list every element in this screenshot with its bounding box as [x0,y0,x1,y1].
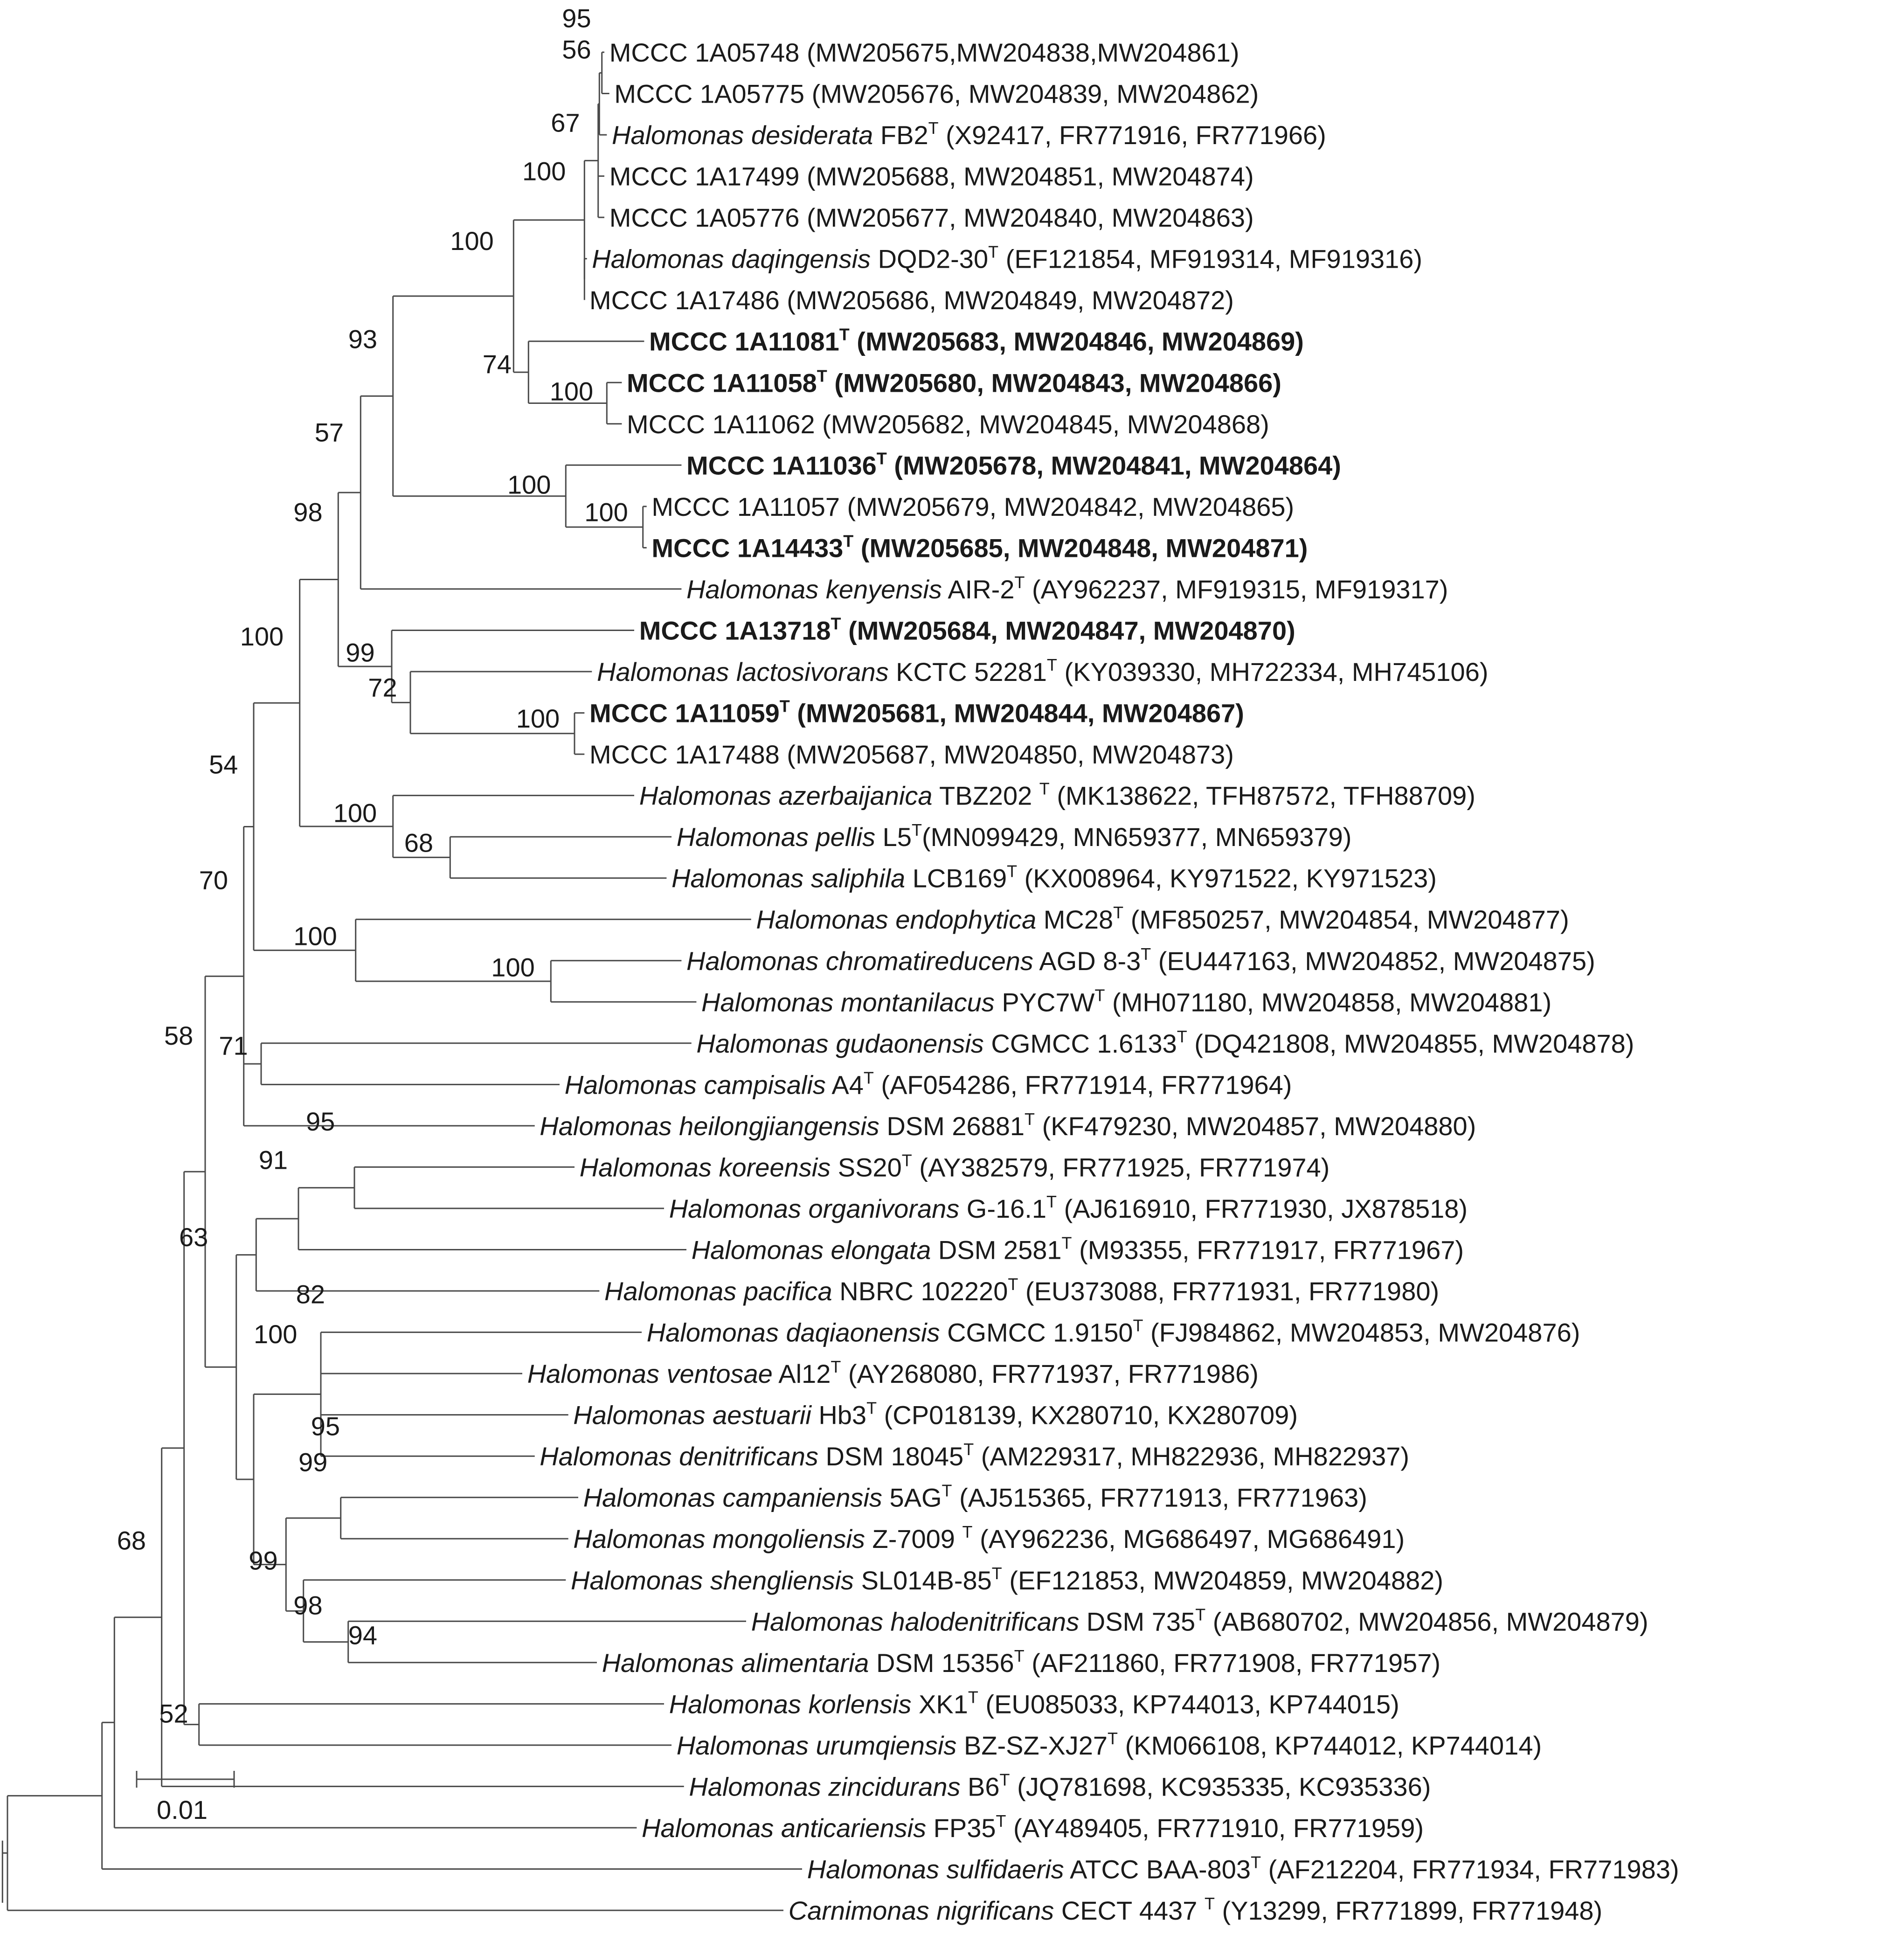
accession-numbers: (CP018139, KX280710, KX280709) [877,1400,1298,1430]
type-strain-mark: T [1046,655,1057,674]
taxon-genus: Halomonas urumqiensis [676,1730,957,1760]
taxon-label [571,1564,1443,1595]
accession-numbers: (MW205676, MW204839, MW204862) [804,79,1259,109]
taxon-strain: FP35 [926,1813,996,1843]
type-strain-mark: T [1113,903,1124,923]
accession-numbers: (EU085033, KP744013, KP744015) [978,1689,1399,1719]
taxon-label [597,655,1488,687]
taxon-label [580,1151,1330,1182]
taxon-strain: DSM 2581 [931,1235,1062,1265]
taxon-genus: Halomonas campaniensis [583,1483,882,1512]
type-strain-mark: T [1014,572,1025,592]
accession-numbers: (MW205684, MW204847, MW204870) [841,616,1295,645]
taxon-genus: Halomonas endophytica [756,905,1037,935]
taxon-label [689,1770,1431,1801]
taxon-label [639,614,1295,645]
bootstrap-value: 100 [507,470,551,499]
accession-numbers: (MW205677, MW204840, MW204863) [799,203,1254,233]
taxon-genus: Halomonas montanilacus [701,987,995,1017]
accession-numbers: (JQ781698, KC935335, KC935336) [1010,1772,1431,1802]
type-strain-mark: T [866,1398,877,1418]
taxon-label [589,697,1244,728]
type-strain-mark: T [942,1481,952,1500]
bootstrap-value: 100 [333,798,377,828]
taxon-strain: Z-7009 [865,1524,962,1554]
type-strain-mark: T [831,1357,841,1377]
taxon-genus: Halomonas halodenitrificans [751,1607,1080,1637]
accession-numbers: (KF479230, MW204857, MW204880) [1035,1111,1476,1141]
taxon-label [614,79,1259,109]
taxon-label [589,740,1234,769]
bootstrap-value: 67 [551,108,580,138]
bootstrap-value: 95 [306,1107,335,1136]
taxon-label [627,409,1269,439]
type-strain-mark: T [1094,985,1105,1005]
accession-numbers: (KY039330, MH722334, MH745106) [1057,657,1489,687]
bootstrap-value: 100 [491,952,535,982]
taxon-label [789,1894,1602,1925]
bootstrap-value: 52 [159,1699,188,1728]
taxon-strain: AIR-2 [942,574,1015,604]
taxon-genus: Halomonas kenyensis [686,574,942,604]
type-strain-mark: T [1108,1728,1118,1748]
accession-numbers: (MW205678, MW204841, MW204864) [886,451,1341,480]
bootstrap-value: 63 [179,1222,208,1252]
accession-numbers: (MH071180, MW204858, MW204881) [1105,987,1552,1017]
taxon-genus: Halomonas organivorans [669,1194,960,1223]
accession-numbers: (AY962236, MG686497, MG686491) [972,1524,1405,1554]
taxon-label [540,1440,1409,1471]
taxon-genus: Halomonas anticariensis [642,1813,927,1843]
taxon-strain: SL014B-85 [854,1565,992,1595]
taxon-genus: Halomonas denitrificans [540,1442,818,1471]
accession-numbers: (MW205683, MW204846, MW204869) [849,326,1304,356]
accession-numbers: (MW205687, MW204850, MW204873) [779,740,1234,770]
bootstrap-value: 99 [298,1447,328,1477]
taxon-label [612,118,1326,150]
taxon-genus: Halomonas alimentaria [602,1648,869,1678]
accession-numbers: (AJ515365, FR771913, FR771963) [952,1483,1367,1512]
taxon-genus: Halomonas pellis [676,822,876,852]
taxon-strain: L5 [875,822,912,852]
taxon-label [609,162,1254,191]
type-strain-mark: T [963,1440,974,1459]
taxon-label [686,944,1595,976]
accession-numbers: (DQ421808, MW204855, MW204878) [1187,1028,1634,1058]
taxon-strain: MCCC 1A17499 [609,161,800,191]
taxon-label [527,1357,1259,1388]
taxon-strain: XK1 [911,1689,968,1719]
bootstrap-value: 100 [549,376,594,406]
taxon-label [756,903,1569,934]
bootstrap-value: 56 [562,35,591,64]
accession-numbers: (MF850257, MW204854, MW204877) [1123,905,1569,935]
type-strain-mark: T [1039,779,1050,798]
taxon-genus: Halomonas ventosae [527,1359,773,1389]
type-strain-mark: T [999,1770,1010,1790]
bootstrap-value: 100 [254,1319,298,1349]
taxon-label [696,1027,1634,1058]
taxon-strain: MCCC 1A05775 [614,79,805,109]
taxon-genus: Halomonas saliphila [672,863,906,893]
taxon-label [642,1811,1424,1843]
taxon-strain: A4 [825,1070,864,1100]
taxon-strain: B6 [960,1772,1000,1802]
bootstrap-value: 68 [117,1526,146,1555]
taxon-label [692,1234,1464,1265]
taxon-strain: CECT 4437 [1054,1896,1205,1926]
type-strain-mark: T [1061,1233,1072,1253]
taxon-label [669,1192,1468,1223]
taxon-label [669,1687,1399,1719]
taxon-label [573,1522,1405,1554]
bootstrap-value: 99 [249,1546,278,1575]
type-strain-mark: T [843,531,854,551]
taxon-label [592,243,1422,274]
type-strain-mark: T [817,366,827,386]
taxon-strain: MCCC 1A11036 [686,451,877,480]
bootstrap-value: 68 [404,828,433,858]
taxon-label [701,985,1551,1017]
type-strain-mark: T [1195,1605,1206,1624]
taxon-strain: Al12 [772,1359,831,1389]
taxon-label [609,38,1239,67]
type-strain-mark: T [1141,944,1151,964]
type-strain-mark: T [876,449,887,468]
taxon-strain: DSM 15356 [869,1648,1014,1678]
taxon-label [573,1399,1298,1430]
taxon-genus: Halomonas chromatireducens [686,946,1033,976]
taxon-label [609,203,1254,232]
type-strain-mark: T [1025,1109,1035,1129]
taxon-genus: Halomonas desiderata [612,120,873,150]
accession-numbers: (AF054286, FR771914, FR771964) [873,1070,1292,1100]
taxon-strain: 5AG [882,1483,942,1512]
taxon-genus: Carnimonas nigrificans [788,1896,1054,1926]
bootstrap-value: 100 [584,497,628,527]
taxon-genus: Halomonas pacifica [604,1276,832,1306]
taxon-label [677,820,1352,852]
taxon-strain: CGMCC 1.6133 [983,1028,1177,1058]
accession-numbers: (AY382579, FR771925, FR771974) [912,1152,1330,1182]
taxon-label [604,1275,1439,1306]
bootstrap-value: 58 [164,1021,194,1050]
type-strain-mark: T [901,1151,912,1170]
type-strain-mark: T [962,1522,973,1542]
taxon-genus: Halomonas daqingensis [592,244,871,274]
accession-numbers: (MK138622, TFH87572, TFH88709) [1049,781,1475,811]
type-strain-mark: T [863,1068,874,1088]
bootstrap-value: 95 [562,3,591,33]
taxon-label [639,779,1475,811]
accession-numbers: (MW205680, MW204843, MW204866) [827,368,1281,398]
bootstrap-value: 74 [482,349,512,379]
type-strain-mark: T [968,1687,978,1707]
taxon-strain: BZ-SZ-XJ27 [956,1730,1108,1760]
accession-numbers: (EF121853, MW204859, MW204882) [1002,1565,1444,1595]
taxon-genus: Halomonas daqiaonensis [646,1318,940,1347]
taxon-genus: Halomonas lactosivorans [597,657,889,687]
type-strain-mark: T [839,325,850,344]
bootstrap-value: 98 [293,1590,323,1620]
taxon-strain: MCCC 1A14433 [651,533,844,563]
type-strain-mark: T [831,614,841,633]
taxon-genus: Halomonas sulfidaeris [807,1854,1064,1884]
bootstrap-value: 100 [450,226,494,256]
taxon-label [589,285,1234,315]
accession-numbers: (EU373088, FR771931, FR771980) [1018,1276,1440,1306]
taxon-strain: MCCC 1A11058 [627,368,817,398]
type-strain-mark: T [1046,1192,1057,1211]
taxon-strain: ATCC BAA-803 [1064,1854,1251,1884]
accession-numbers: (MN099429, MN659377, MN659379) [921,822,1352,852]
taxon-label [677,1729,1542,1760]
bootstrap-value: 82 [296,1279,325,1309]
bootstrap-value: 95 [311,1411,340,1441]
taxon-strain: MCCC 1A11081 [649,326,839,356]
bootstrap-value: 70 [199,865,228,895]
taxon-strain: MCCC 1A17486 [589,285,780,315]
accession-numbers: (MW205675,MW204838,MW204861) [799,38,1239,67]
taxon-strain: MCCC 1A11057 [651,492,840,521]
accession-numbers: (MW205686, MW204849, MW204872) [779,285,1234,315]
accession-numbers: (AM229317, MH822936, MH822937) [974,1442,1410,1471]
taxon-strain: MC28 [1036,905,1114,935]
taxon-strain: MCCC 1A05776 [609,203,800,233]
type-strain-mark: T [1008,1275,1018,1294]
taxon-genus: Halomonas aestuarii [573,1400,811,1430]
taxon-strain: AGD 8-3 [1033,946,1141,976]
accession-numbers: (AB680702, MW204856, MW204879) [1205,1607,1648,1637]
taxon-genus: Halomonas zincidurans [689,1772,961,1802]
taxon-genus: Halomonas campisalis [564,1070,826,1100]
accession-numbers: (AY962237, MF919315, MF919317) [1025,574,1448,604]
taxon-strain: MCCC 1A17488 [589,740,780,770]
taxon-genus: Halomonas heilongjiangensis [540,1111,879,1141]
accession-numbers: (EF121854, MF919314, MF919316) [998,244,1423,274]
bootstrap-value: 71 [219,1031,248,1061]
accession-numbers: (EU447163, MW204852, MW204875) [1151,946,1595,976]
taxon-strain: FB2 [873,120,928,150]
taxon-label [686,449,1341,480]
taxon-label [540,1110,1476,1141]
taxon-strain: DSM 18045 [818,1442,964,1471]
taxon-strain: KCTC 52281 [888,657,1047,687]
taxon-genus: Halomonas mongoliensis [573,1524,865,1554]
bootstrap-value: 54 [209,749,238,779]
accession-numbers: (MW205679, MW204842, MW204865) [839,492,1295,521]
scale-bar [137,1771,234,1824]
taxon-strain: MCCC 1A13718 [639,616,831,645]
taxon-label [565,1068,1292,1099]
taxon-genus: Halomonas gudaonensis [696,1028,984,1058]
accession-numbers: (AF212204, FR771934, FR771983) [1261,1854,1679,1884]
taxon-label [627,366,1281,397]
taxon-strain: NBRC 102220 [832,1276,1008,1306]
taxon-strain: MCCC 1A11059 [589,698,780,728]
type-strain-mark: T [779,696,790,716]
type-strain-mark: T [1204,1894,1215,1914]
scale-bar-label: 0.01 [157,1795,208,1824]
taxon-strain: DQD2-30 [871,244,989,274]
taxon-strain: DSM 735 [1079,1607,1196,1637]
accession-numbers: (MW205682, MW204845, MW204868) [815,409,1269,439]
type-strain-mark: T [928,118,939,138]
taxon-label [602,1646,1440,1678]
bootstrap-value: 72 [368,673,397,702]
type-strain-mark: T [1007,861,1018,881]
bootstrap-value: 100 [516,704,560,733]
bootstrap-value: 57 [314,417,344,447]
leaf-labels [527,38,1679,1925]
taxon-strain: DSM 26881 [879,1111,1025,1141]
taxon-genus: Halomonas azerbaijanica [639,781,933,811]
taxon-label [686,573,1448,604]
accession-numbers: (MW205681, MW204844, MW204867) [789,698,1244,728]
taxon-label [583,1481,1367,1512]
accession-numbers: (KM066108, KP744012, KP744014) [1118,1730,1542,1760]
accession-numbers: (AF211860, FR771908, FR771957) [1024,1648,1441,1678]
taxon-strain: CGMCC 1.9150 [940,1318,1133,1347]
taxon-label [651,531,1308,562]
type-strain-mark: T [1251,1852,1261,1872]
accession-numbers: (MW205688, MW204851, MW204874) [799,161,1254,191]
accession-numbers: (AY489405, FR771910, FR771959) [1006,1813,1424,1843]
taxon-strain: PYC7W [994,987,1095,1017]
taxon-strain: MCCC 1A05748 [609,38,800,67]
taxon-strain: TBZ202 [932,781,1039,811]
taxon-genus: Halomonas shengliensis [571,1565,854,1595]
taxon-label [651,492,1294,521]
bootstrap-value: 100 [240,622,284,651]
type-strain-mark: T [996,1811,1006,1831]
taxon-label [807,1853,1679,1884]
accession-numbers: (MW205685, MW204848, MW204871) [853,533,1308,563]
bootstrap-value: 91 [258,1145,288,1175]
taxon-genus: Halomonas korlensis [669,1689,912,1719]
type-strain-mark: T [1177,1027,1187,1046]
taxon-genus: Halomonas koreensis [579,1152,831,1182]
bootstrap-value: 100 [522,156,566,186]
accession-numbers: (M93355, FR771917, FR771967) [1072,1235,1464,1265]
taxon-label [751,1605,1648,1636]
taxon-label [647,1316,1580,1347]
taxon-strain: SS20 [831,1152,902,1182]
bootstrap-value: 99 [346,638,375,667]
type-strain-mark: T [991,1563,1002,1583]
bootstrap-value: 100 [293,921,337,951]
type-strain-mark: T [1014,1646,1025,1665]
accession-numbers: (X92417, FR771916, FR771966) [938,120,1326,150]
accession-numbers: (AY268080, FR771937, FR771986) [841,1359,1259,1389]
taxon-label [672,862,1437,893]
accession-numbers: (KX008964, KY971522, KY971523) [1017,863,1437,893]
bootstrap-value: 94 [348,1620,377,1650]
bootstrap-value: 93 [348,324,377,354]
taxon-strain: G-16.1 [959,1194,1047,1223]
accession-numbers: (Y13299, FR771899, FR771948) [1214,1896,1603,1926]
taxon-strain: MCCC 1A11062 [627,409,815,439]
taxon-strain: LCB169 [905,863,1007,893]
type-strain-mark: T [1133,1316,1143,1335]
type-strain-mark: T [911,820,922,840]
taxon-label [649,325,1304,356]
taxon-genus: Halomonas elongata [691,1235,931,1265]
accession-numbers: (FJ984862, MW204853, MW204876) [1143,1318,1580,1347]
bootstrap-value: 98 [293,497,323,527]
taxon-strain: Hb3 [811,1400,867,1430]
accession-numbers: (AJ616910, FR771930, JX878518) [1057,1194,1468,1223]
type-strain-mark: T [988,242,999,262]
